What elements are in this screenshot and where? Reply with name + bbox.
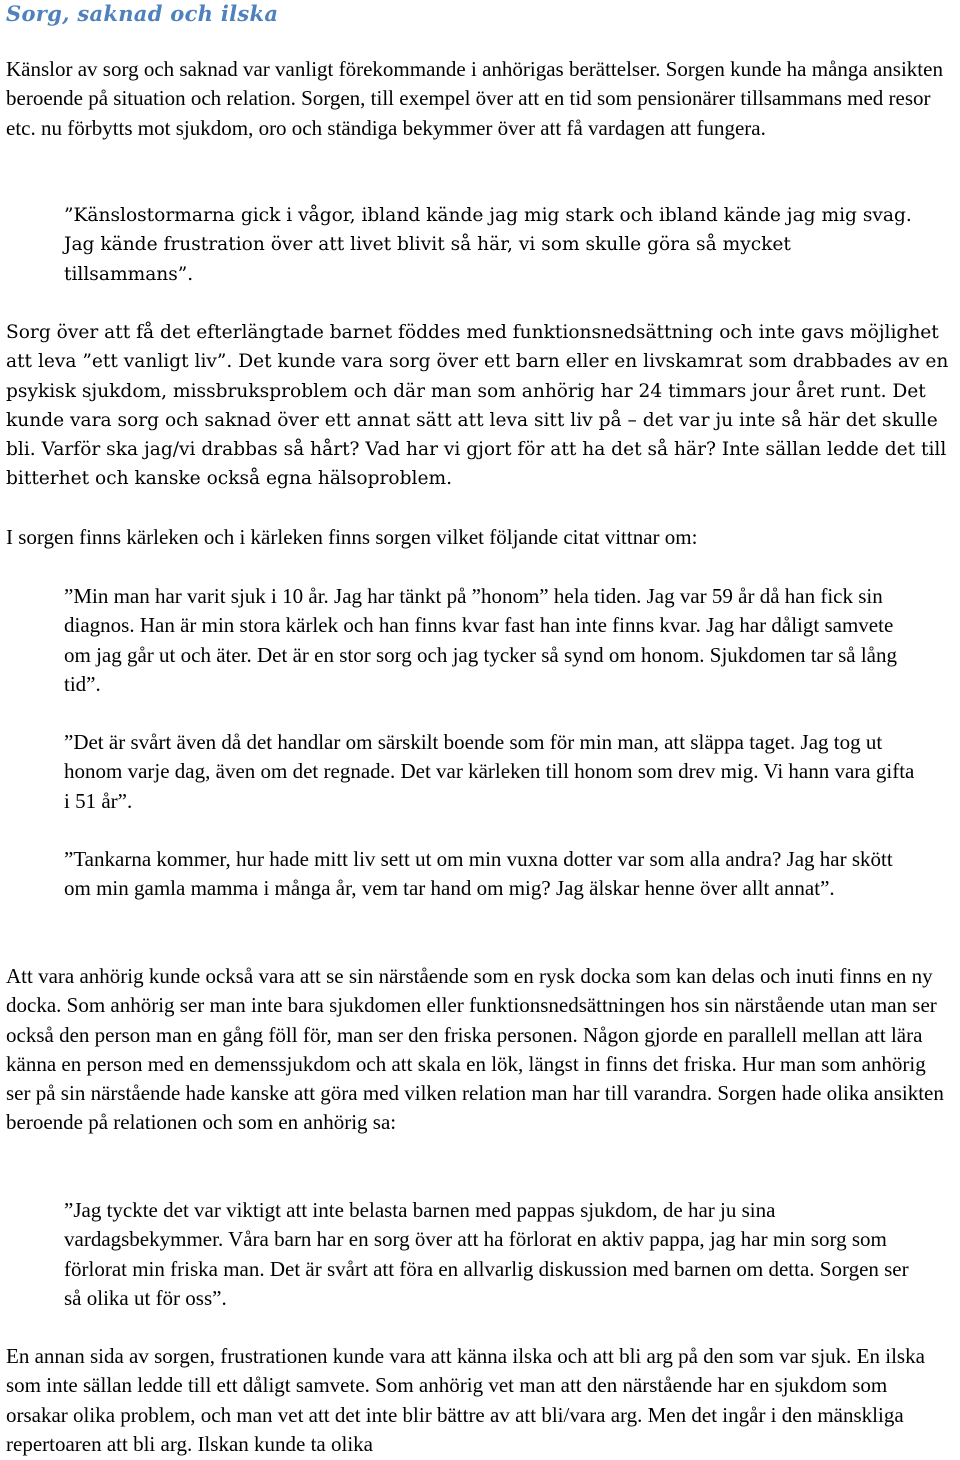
section-heading: Sorg, saknad och ilska	[6, 1, 279, 26]
paragraph-love-grief: I sorgen finns kärleken och i kärleken finns sorgen vilket följande citat vittnar om:	[6, 525, 698, 549]
quote-thoughts-daughter: ”Tankarna kommer, hur hade mitt liv sett ut om min vuxna dotter var som alla andra? Jag har skött om min gamla mamma i många år, vem tar hand om mig? Jag älskar henne över allt annat”.	[64, 847, 893, 901]
quote-special-housing: ”Det är svårt även då det handlar om särskilt boende som för min man, att släppa taget. Jag tog ut honom varje dag, även om det regnade. Det var kärleken till honom som drev mig. Vi hann vara gifta i 51 år”.	[64, 730, 915, 813]
paragraph-grief-child: Sorg över att få det efterlängtade barnet föddes med funktionsnedsättning och inte gavs möjlighet att leva ”ett vanligt liv”. Det kunde vara sorg över ett barn eller en livskamrat som drabbades av en psykisk sjukdom, missbruksproblem och där man som anhörig har 24 timmars jour året runt. Det kunde vara sorg och saknad över ett annat sätt att leva sitt liv på – det var ju inte så här det skulle bli. Varför ska jag/vi drabbas så hårt? Vad har vi gjort för att ha det så här? Inte sällan ledde det till bitterhet och kanske också egna hälsoproblem.	[6, 322, 949, 490]
paragraph-russian-doll: Att vara anhörig kunde också vara att se sin närstående som en rysk docka som kan delas och inuti finns en ny docka. Som anhörig ser man inte bara sjukdomen eller funktionsnedsättningen hos sin närstående utan man ser också den person man en gång föll för, man ser den friska personen. Någon gjorde en parallell mellan att lära känna en person med en demenssjukdom och att skala en lök, längst in finns det friska. Hur man som anhörig ser på sin närstående hade kanske att göra med vilken relation man har till varandra. Sorgen hade olika ansikten beroende på relationen och som en anhörig sa:	[6, 964, 944, 1135]
paragraph-anger: En annan sida av sorgen, frustrationen kunde vara att känna ilska och att bli arg på den som var sjuk. En ilska som inte sällan ledde till ett dåligt samvete. Som anhörig vet man att den närstående har en sjukdom som orsakar olika problem, och man vet att det inte blir bättre av att bli/vara arg. Men det ingår i den mänskliga repertoaren att bli arg. Ilskan kunde ta olika	[6, 1344, 925, 1456]
paragraph-intro: Känslor av sorg och saknad var vanligt förekommande i anhörigas berättelser. Sorgen kunde ha många ansikten beroende på situation och relation. Sorgen, till exempel över att en tid som pensionärer tillsammans med resor etc. nu förbytts mot sjukdom, oro och ständiga bekymmer över att få vardagen att fungera.	[6, 57, 943, 140]
quote-emotional-storms: ”Känslostormarna gick i vågor, ibland kände jag mig stark och ibland kände jag mig svag. Jag kände frustration över att livet blivit så här, vi som skulle göra så mycket tillsammans”.	[64, 205, 912, 285]
quote-children: ”Jag tyckte det var viktigt att inte belasta barnen med pappas sjukdom, de har ju sina vardagsbekymmer. Våra barn har en sorg över att ha förlorat en aktiv pappa, jag har min sorg som förlorat min friska man. Det är svårt att föra en allvarlig diskussion med barnen om detta. Sorgen ser så olika ut för oss”.	[64, 1198, 909, 1310]
quote-husband-sick: ”Min man har varit sjuk i 10 år. Jag har tänkt på ”honom” hela tiden. Jag var 59 år då han fick sin diagnos. Han är min stora kärlek och han finns kvar fast han inte finns kvar. Jag har dåligt samvete om jag går ut och äter. Det är en stor sorg och jag tycker så synd om honom. Sjukdomen tar så lång tid”.	[64, 584, 898, 696]
